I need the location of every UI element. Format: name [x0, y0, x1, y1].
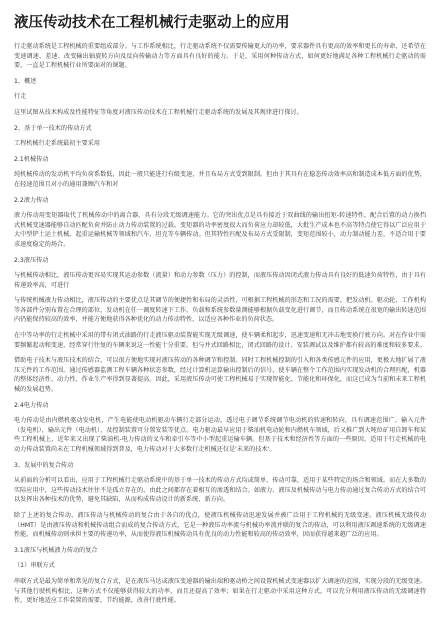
- paragraph-hydrostatic-3: 在中等功率的行走机械中采用的带有闭式油路的行走液压驱动装置能实现无级调速，使车辆柔和起步，迅速变速和无冲击地变换行驶方向。对在作业中需要频繁起动和变速，经常穿行往复的车辆来说这一性能十分重要。但与并式回路相比，闭式回路的设计、安装调试以及维护都有较高的难度和较多要求。: [14, 332, 426, 349]
- paragraph-hydrostatic-2: 与传统机械液力传动相比，液压传动的主要优点是其调节的便捷性和布局的灵活性，可根据工程机械的形态和工况的需要，把发动机、驱动轮、工作机构等各部件分别布置在合理的部位，发动机在任一调度转速下工作，负载和系统参数量测能够根据负载变化进行调节，而且传动系统在很宽的输出转速范围内仍能保持较高的效率，并能方便地获得各种优化的动力传动特性，以适应各种作业的负荷状态。: [14, 297, 426, 324]
- paragraph-overview: 这里试图从技术构成及性能特征等角度对液压传动技术在工程机械行走驱动系统的发展及其规律进行探讨。: [14, 108, 303, 116]
- heading-2-4: 2.4电力传动: [14, 401, 49, 409]
- paragraph-mechanical: 纯机械传动的发动机平均负荷系数低，因此一般只能进行有级变速，并且布局方式受到限制。但由于其具有在稳态传动效率高和制造成本低方面的优势，在轻速范围且对小的通用兼顾汽车和对: [14, 171, 426, 188]
- paragraph-electric-1: 电力传动是由内燃机驱动发电机，产生电能使电动机驱动车辆行走部分运动，透过电子调节系统调节电动机的转速和转向，具有调速范围广，输入元件（发电机），输出元件（电动机），及控制装置可分置安装等优点。电力驱动最早应用于柴油机电动轮和内燃机车领域，后又推广到大吨位矿用自卸车和某些工程机械上，近年来又出现了柴油机-电力传动的叉车和牵引车等中小型起重运输车辆。但基于技术和经济性等方面的一些原因，适用于行走机械的电动力传动装置尚未在工程机械领域得到普及，电力传动对于大多数行走机械还仅是'未来的技术'。: [14, 417, 426, 453]
- heading-1: 1、概述: [14, 77, 37, 85]
- paragraph-compound-2: 除了上述的复合传动，液压传动与机械传动的复合由于各自的优点，使液压机械传动迅速发展并被广泛用于工程机械的无级变速。液压机械无级传动（HMT）是由液压传动和机械传动组合而成的复合传动方式，它是一种液压功率流与机械功率流并联的复合的传动，可以利用液压调速系统的无级调速性能，而机械传动则承担主要的传递功率，从而使得液压机械传动具有优良的动力性能和较高的传动效率，因而获得越来越广泛的应用。: [14, 511, 426, 539]
- label-hangzou: 行走: [14, 93, 27, 101]
- paragraph-series: 串联方式是最为简单和常见的复合方式，是在液压马达或液压变速器的输出端和驱动桥之间设置机械式变速器以扩大调速的范围，实现分段的无级变速。与其他行驶机构相比，这种方式不仅能够获得较大的功率，而且还提高了效率；如果在行走驱动中采用这种方式，可以充分利用液压传动的无级调速特性，更好地适应工作装置的需要，节约能源，改善行驶性能。: [14, 577, 426, 605]
- intro-paragraph: 行走驱动系统是工程机械的重要组成部分。与工作系统相比，行走驱动系统不仅需要传输更大的功率，要求器件具有更高的效率和更长的寿命，还希望在变速调速、差速、改变输出轴旋转方向及反向传输动力等方面具有良好的能力。于是，采用何种传动方式，如何更好地满足各种工程机械行走驱动的需要，一直是工程机械行业所要面对的课题。: [14, 43, 426, 70]
- paragraph-hydrodynamic: 液力传动用变矩器取代了机械传动中的离合器，具有分段无级调速能力。它的突出优点是具有接近于双曲线的输出扭矩-转速特性，配合后置的动力换挡式机械变速器能够自动匹配负荷并防止动力传动装置的过载。变矩器的功率密度很大而负荷应力却较低，大批生产成本也不高等特点使它得以广泛应用于大中型铲土运土机械、起重运输机械等领域和汽车、坦克等车辆传动。但其特性匹配及布局方式受限制，变矩范围较小，动力制动能力差，不适合用于要求速度稳定的场合。: [14, 212, 426, 248]
- heading-3-1: 3.1液压与机械液力传动的复合: [14, 546, 98, 554]
- heading-3-1-1: （1）串联方式: [14, 562, 55, 570]
- heading-2-1: 2.1机械传动: [14, 155, 49, 163]
- article-title: 液压传动技术在工程机械行走驱动上的应用: [14, 15, 290, 31]
- heading-2-3: 2.3液压传动: [14, 256, 49, 264]
- heading-2-2: 2.2液力传动: [14, 196, 49, 204]
- article-body: [14, 42, 426, 606]
- paragraph-compound-1: 从前面的分析可以看出，应用于工程机械行走驱动系统中的基于单一技术的传动方式均或简单、传动可靠，适用于某些特定的场合和领域。而在大多数的实际应用中，这些传动技术往往不是孤立存在的，由此之间都存在着相互的渗透和结合。如液力、液压及机械传动与电力传动通过复合传动方式的结合可以发挥出各种技术的优势，避免其缺陷，从而构成传动设计的新系统、新方向。: [14, 477, 426, 504]
- heading-3: 3、发展中的复合传动: [14, 461, 74, 469]
- paragraph-hydrostatic-4: 借助电子技术与液压技术的结合，可以很方便地实现对液压传动的各种调节和控制。同时工程机械控制的引入和各类传感元件的应用，更极大地扩展了液压元件的工作范围。通过传感器监测工程车辆各种状态参数，经过计算机运算输出控制后的信号，使车辆在整个工作范围内实现发动机的合理匹配，机器的整体经济性、动力性、作业生产率得到显著提高。因此，采用液压传动可使工程机械易于实现智能化、节能化和环保化，而这已成为当前和未来工程机械的发展趋势。: [14, 357, 426, 394]
- paragraph-hydrostatic-1: 与机械传动相比，液压传动更容易实现其运动参数（流量）和动力参数（压力）的控制，而液压传动因闭式液力传动具有良好的低速负荷特性，由于具有传递效率高，可进行: [14, 272, 426, 289]
- heading-2: 2、基于单一技术的传动方式: [14, 124, 92, 132]
- paragraph-early: 工程机械行走系统最初主要采用: [14, 140, 101, 148]
